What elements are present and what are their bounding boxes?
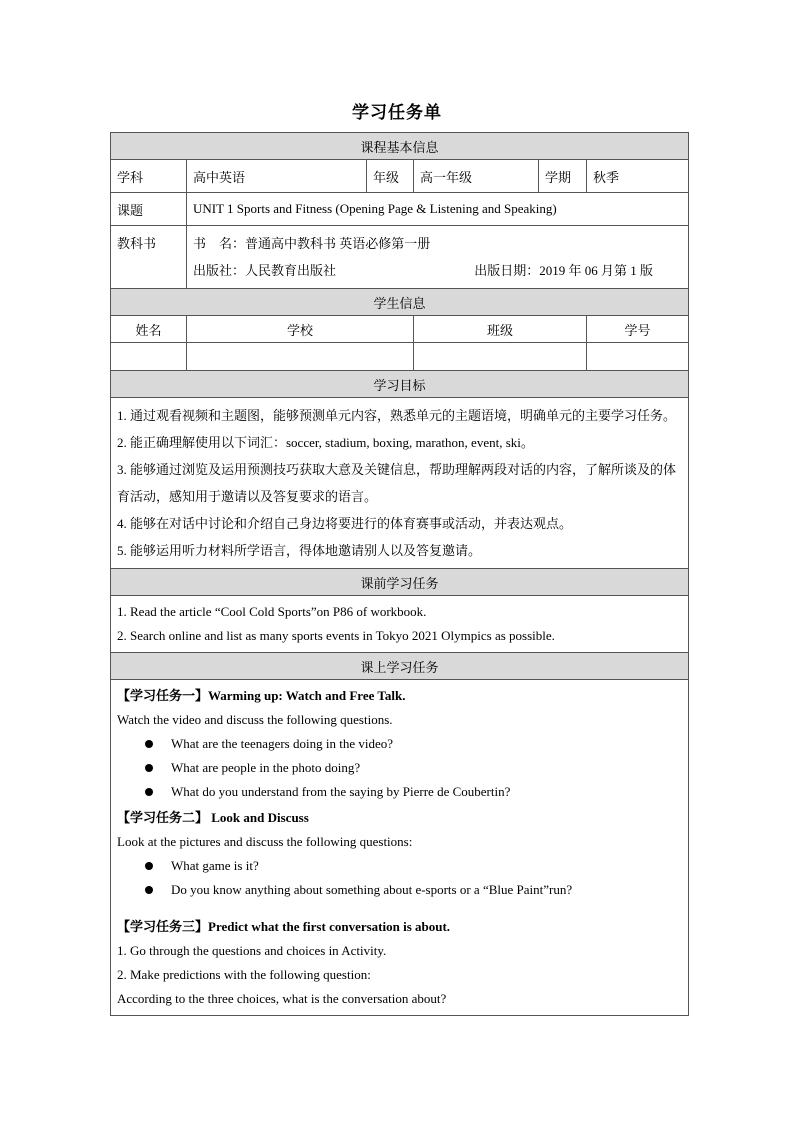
spacer <box>117 902 682 915</box>
objectives-list <box>111 398 689 569</box>
task2-bullet <box>117 878 682 902</box>
task1-title: 【学习任务一】Warming up: Watch and Free Talk. <box>117 688 406 703</box>
in-class-tasks <box>111 680 689 1016</box>
pre-class-task-item: 1. Read the article “Cool Cold Sports”on P86 of workbook. <box>117 604 427 619</box>
term-label: 学期 <box>539 160 587 193</box>
grade-label: 年级 <box>367 160 414 193</box>
column-school: 学校 <box>187 316 414 343</box>
name-field[interactable] <box>111 343 187 371</box>
publisher: 出版社：人民教育出版社 <box>193 263 337 278</box>
term-value: 秋季 <box>587 160 689 193</box>
document-title: 学习任务单 <box>352 103 442 122</box>
objective-item: 5. 能够运用听力材料所学语言，得体地邀请别人以及答复邀请。 <box>117 543 482 558</box>
objective-item: 2. 能正确理解使用以下词汇：soccer, stadium, boxing, marathon, event, ski。 <box>117 435 534 450</box>
topic-label: 课题 <box>111 193 187 226</box>
task1-bullet <box>117 732 682 756</box>
publication-row <box>193 257 653 284</box>
column-student-id: 学号 <box>587 316 689 343</box>
task2-bullet <box>117 854 682 878</box>
school-field[interactable] <box>187 343 414 371</box>
task1-intro: Watch the video and discuss the following questions. <box>117 712 393 727</box>
publication-date: 出版日期：2019 年 06 月第 1 版 <box>474 263 653 278</box>
section-header-pre-class: 课前学习任务 <box>111 569 689 596</box>
subject-label: 学科 <box>111 160 187 193</box>
objective-item: 3. 能够通过浏览及运用预测技巧获取大意及关键信息，帮助理解两段对话的内容，了解所谈及的体育活动，感知用于邀请以及答复要求的语言。 <box>117 462 677 504</box>
bullet-dot-icon <box>145 740 153 748</box>
section-header-student-info: 学生信息 <box>111 289 689 316</box>
textbook-name: 书 名：普通高中教科书 英语必修第一册 <box>193 236 431 251</box>
pre-class-tasks <box>111 596 689 653</box>
task1-bullet <box>117 756 682 780</box>
section-header-objectives: 学习目标 <box>111 371 689 398</box>
task2-question: Do you know anything about something about e-sports or a “Blue Paint”run? <box>171 882 573 897</box>
class-field[interactable] <box>414 343 587 371</box>
grade-value: 高一年级 <box>414 160 539 193</box>
task3-title: 【学习任务三】Predict what the first conversation is about. <box>117 919 451 934</box>
textbook-label-text: 教科书 <box>117 236 157 251</box>
task1-question: What are people in the photo doing? <box>171 760 361 775</box>
topic-value: UNIT 1 Sports and Fitness (Opening Page & Listening and Speaking) <box>187 193 689 226</box>
pre-class-task-item: 2. Search online and list as many sports events in Tokyo 2021 Olympics as possible. <box>117 628 555 643</box>
task1-question: What are the teenagers doing in the video? <box>171 736 393 751</box>
objective-item: 1. 通过观看视频和主题图，能够预测单元内容，熟悉单元的主题语境，明确单元的主要学习任务。 <box>117 408 677 423</box>
column-name: 姓名 <box>111 316 187 343</box>
section-header-basic-info: 课程基本信息 <box>111 133 689 160</box>
task3-line: According to the three choices, what is the conversation about? <box>117 991 447 1006</box>
task3-line: 1. Go through the questions and choices in Activity. <box>117 943 387 958</box>
section-header-in-class: 课上学习任务 <box>111 653 689 680</box>
objective-item: 4. 能够在对话中讨论和介绍自己身边将要进行的体育赛事或活动，并表达观点。 <box>117 516 573 531</box>
textbook-label <box>111 226 187 289</box>
bullet-dot-icon <box>145 862 153 870</box>
textbook-info <box>187 226 689 289</box>
task1-bullet <box>117 780 682 804</box>
task-sheet-table <box>110 132 689 1016</box>
subject-value: 高中英语 <box>187 160 367 193</box>
task2-title: 【学习任务二】 Look and Discuss <box>117 810 309 825</box>
student-id-field[interactable] <box>587 343 689 371</box>
bullet-dot-icon <box>145 886 153 894</box>
task3-line: 2. Make predictions with the following question: <box>117 967 371 982</box>
bullet-dot-icon <box>145 764 153 772</box>
bullet-dot-icon <box>145 788 153 796</box>
task2-question: What game is it? <box>171 858 259 873</box>
task2-intro: Look at the pictures and discuss the following questions: <box>117 834 413 849</box>
column-class: 班级 <box>414 316 587 343</box>
task1-question: What do you understand from the saying by Pierre de Coubertin? <box>171 784 511 799</box>
